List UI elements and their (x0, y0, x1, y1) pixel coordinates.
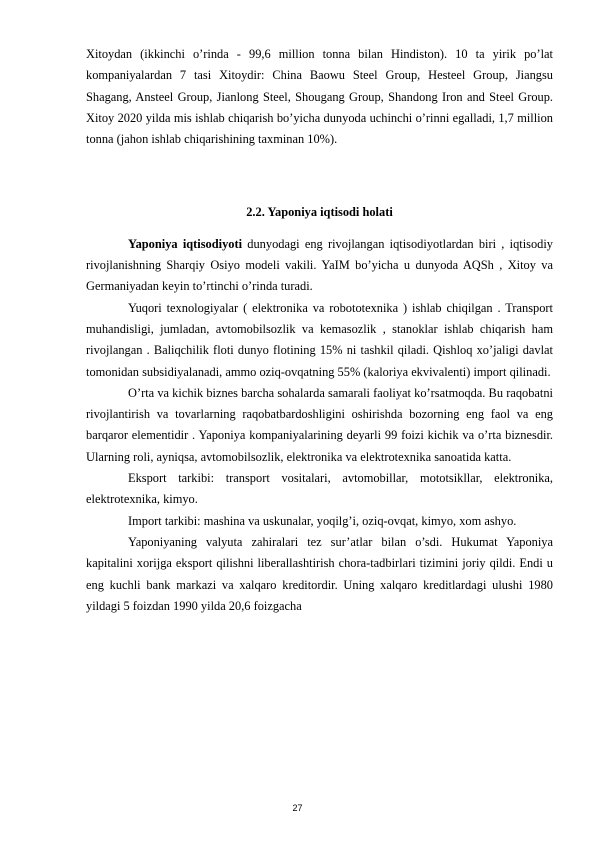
paragraph-currency-reserves: Yaponiyaning valyuta zahiralari tez sur’atlar bilan o’sdi. Hukumat Yaponiya kapitalini xorijga eksport qilishni liberallashtirish chora-tadbirlari tizimini joriy qildi. Endi u eng kuchli bank markazi va xalqaro kreditordir. Uning xalqaro kreditlardagi ulushi 1980 yildagi 5 foizdan 1990 yilda 20,6 foizgacha (86, 534, 553, 613)
paragraph-high-technology: Yuqori texnologiyalar ( elektronika va robototexnika ) ishlab chiqilgan . Transport muhandisligi, jumladan, avtomobilsozlik va kemasozlik , stanoklar ishlab chiqarish ham rivojlangan . Baliqchilik floti dunyo flotining 15% ni tashkil qiladi. Qishloq xo’jaligi davlat tomonidan subsidiyalanadi, ammo oziq-ovqatning 55% (kaloriya ekvivalenti) import qilinadi. (86, 300, 553, 379)
document-page (86, 44, 553, 617)
paragraph-text: dunyodagi eng rivojlangan iqtisodiyotlardan biri , iqtisodiy rivojlanishning Sharqiy Osiyo modeli vakili. YaIM bo’yicha u dunyoda AQSh , Xitoy va Germaniyadan keyin to’rtinchi o’rinda turadi. (86, 236, 554, 294)
section-heading: 2.2. Yaponiya iqtisodi holati (246, 205, 393, 220)
paragraph-export-structure: Eksport tarkibi: transport vositalari, avtomobillar, mototsikllar, elektronika, elektrotexnika, kimyo. (86, 471, 553, 507)
paragraph-small-business: O’rta va kichik biznes barcha sohalarda samarali faoliyat ko’rsatmoqda. Bu raqobatni rivojlantirish va tovarlarning raqobatbardoshligini oshirishda bozorning eng faol va eng barqaror elementidir . Yaponiya kompaniyalarining deyarli 99 foizi kichik va o’rta biznesdir. Ularning roli, ayniqsa, avtomobilsozlik, elektronika va elektrotexnika sanoatida katta. (86, 385, 553, 464)
page-number: 27 (292, 803, 303, 813)
paragraph-lead-bold: Yaponiya iqtisodiyoti (128, 236, 243, 251)
paragraph-japan-economy (86, 234, 553, 298)
paragraph-import-structure: Import tarkibi: mashina va uskunalar, yoqilg’i, oziq-ovqat, kimyo, xom ashyo. (128, 513, 517, 528)
intro-paragraph: Xitoydan (ikkinchi o’rinda - 99,6 million tonna bilan Hindiston). 10 ta yirik po’lat kompaniyalardan 7 tasi Xitoydir: China Baowu Steel Group, Hesteel Group, Jiangsu Shagang, Ansteel Group, Jianlong Steel, Shougang Group, Shandong Iron and Steel Group. Xitoy 2020 yilda mis ishlab chiqarish bo’yicha dunyoda uchinchi o’rinni egalladi, 1,7 million tonna (jahon ishlab chiqarishining taxminan 10%). (86, 47, 553, 147)
